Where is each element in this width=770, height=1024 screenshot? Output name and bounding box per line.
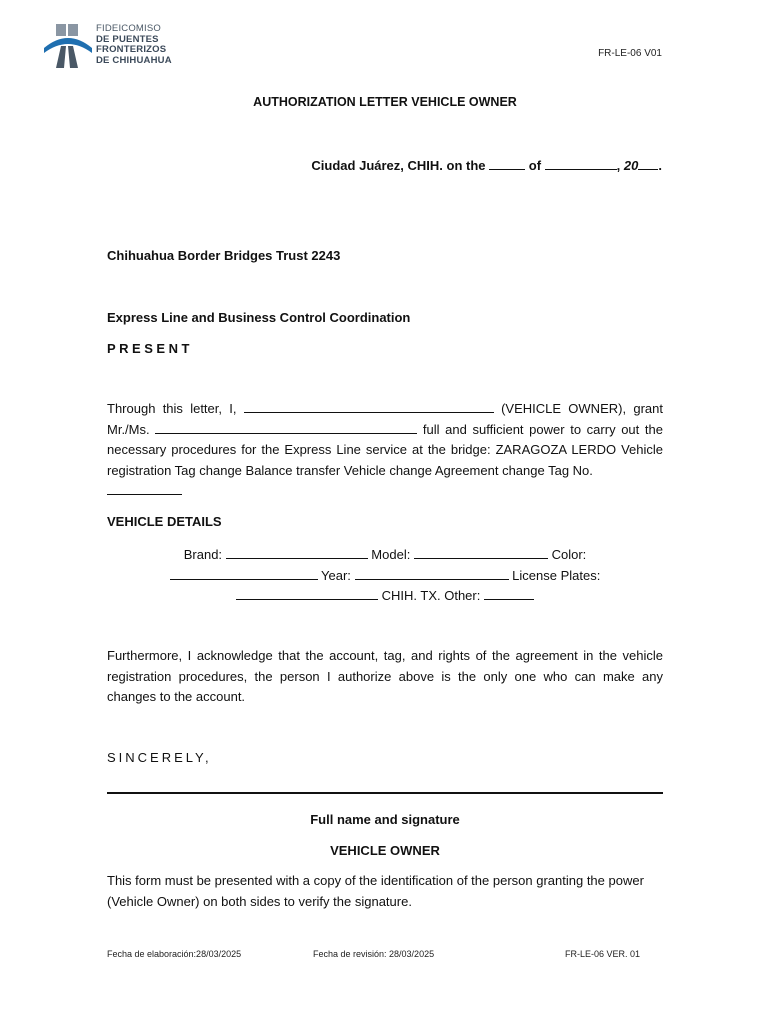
comma: , <box>616 158 621 173</box>
p1-part2: (VEHICLE OWNER), grant Mr./Ms. <box>107 401 663 437</box>
dateline-year: 20 <box>623 158 639 173</box>
state-label: CHIH. TX. Other: <box>381 588 481 603</box>
year-blank[interactable] <box>638 156 658 170</box>
brand-blank[interactable] <box>226 545 368 559</box>
bridge-logo-icon <box>42 22 94 70</box>
instruction-note: This form must be presented with a copy of the identification of the person granting the power (Vehicle Owner) on both sides to verify the signature. <box>107 873 644 909</box>
owner-name-blank[interactable] <box>244 399 494 413</box>
acknowledgement-paragraph: Furthermore, I acknowledge that the account, tag, and rights of the agreement in the vehicle registration procedures, the person I authorize above is the only one who can make any changes to the account. <box>107 648 663 704</box>
coordination-name: Express Line and Business Control Coordination <box>107 310 411 325</box>
document-title: AUTHORIZATION LETTER VEHICLE OWNER <box>253 95 517 109</box>
trust-name: Chihuahua Border Bridges Trust 2243 <box>107 248 341 263</box>
color-label: Color: <box>551 547 587 562</box>
vehicle-year-blank[interactable] <box>355 566 509 580</box>
vehicle-line-3 <box>0 586 770 603</box>
year-label: Year: <box>321 568 351 583</box>
plates-label: License Plates: <box>512 568 601 583</box>
model-blank[interactable] <box>414 545 548 559</box>
logo-line-2: DE PUENTES <box>96 33 159 45</box>
closing: SINCERELY, <box>107 750 212 765</box>
dateline-prefix: Ciudad Juárez, CHIH. on the <box>311 158 486 173</box>
logo-line-4: DE CHIHUAHUA <box>96 54 172 66</box>
dateline-of: of <box>528 158 542 173</box>
month-blank[interactable] <box>545 156 617 170</box>
p1-part1: Through this letter, I, <box>107 401 237 416</box>
vehicle-line-1 <box>0 545 770 562</box>
authorized-name-blank[interactable] <box>155 420 417 434</box>
day-blank[interactable] <box>489 156 525 170</box>
other-blank[interactable] <box>484 586 534 600</box>
logo-line-3: FRONTERIZOS <box>96 44 167 55</box>
vehicle-line-2 <box>0 566 770 583</box>
logo <box>42 22 182 70</box>
footer-revision-date: Fecha de revisión: 28/03/2025 <box>313 949 435 959</box>
plates-blank[interactable] <box>236 586 378 600</box>
model-label: Model: <box>371 547 411 562</box>
footer-elaboration-date: Fecha de elaboración:28/03/2025 <box>107 949 242 959</box>
logo-text <box>96 24 172 66</box>
color-blank[interactable] <box>170 566 318 580</box>
signature-role: VEHICLE OWNER <box>330 843 440 858</box>
logo-line-1: FIDEICOMISO <box>96 23 162 34</box>
dateline <box>311 156 662 173</box>
period: . <box>658 158 662 173</box>
signature-line[interactable] <box>107 792 663 794</box>
tag-number-blank[interactable] <box>107 481 182 495</box>
authorization-paragraph <box>107 399 663 502</box>
form-code: FR-LE-06 V01 <box>598 48 662 59</box>
p1-part3: full and sufficient power to carry out the necessary procedures for the Express Line service at the bridge: ZARAGOZA LERDO Vehicle registration Tag change Balance transfer Vehicle change Agreement change Tag No. <box>107 421 663 478</box>
present-heading: PRESENT <box>107 341 193 356</box>
vehicle-details-heading: VEHICLE DETAILS <box>107 514 222 529</box>
brand-label: Brand: <box>183 547 223 562</box>
signature-label: Full name and signature <box>310 812 460 827</box>
footer-form-code: FR-LE-06 VER. 01 <box>565 949 641 959</box>
